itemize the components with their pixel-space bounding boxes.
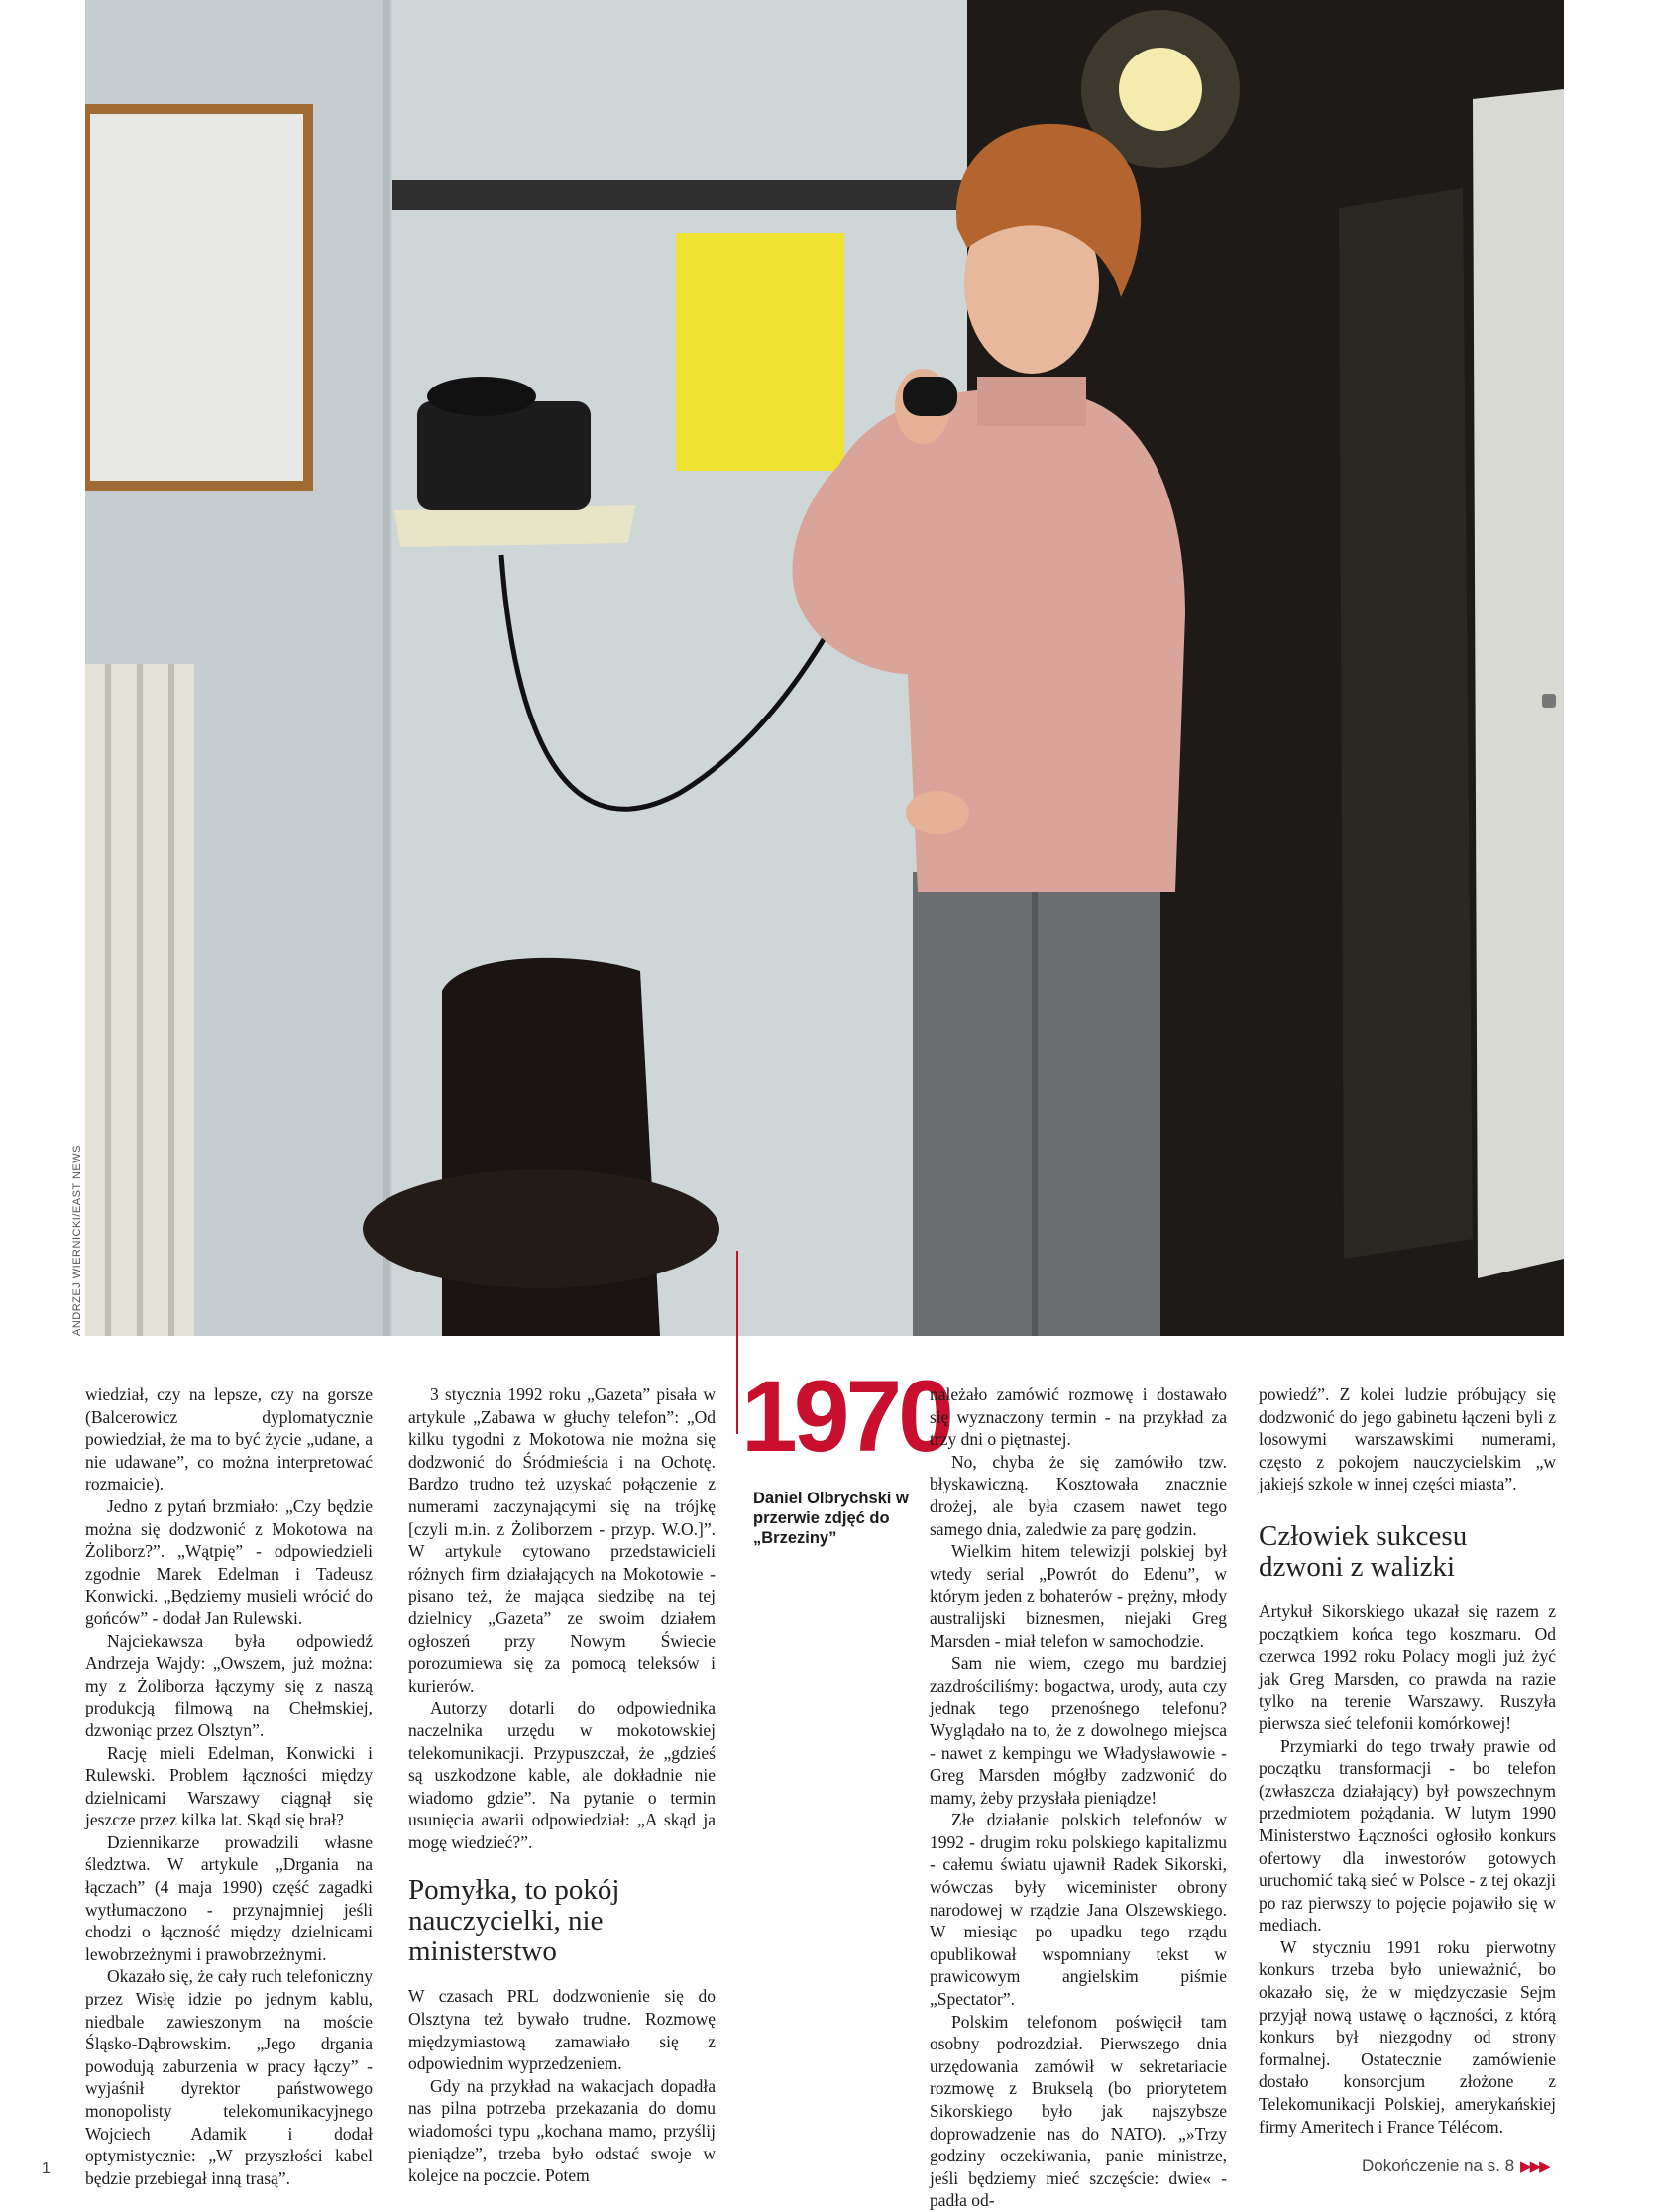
photo-caption: Daniel Olbrychski w przerwie zdjęć do „Brzeziny” bbox=[753, 1490, 909, 1547]
article-column-1 bbox=[85, 1383, 373, 2189]
paragraph: Gdy na przykład na wakacjach dopadła nas pilna potrzeba przekazania do domu wiadomości typu „kochana mamo, przyślij pieniądze”, trzeba było odstać swoje w kolejce na poczcie. Potem bbox=[408, 2075, 716, 2186]
arrow-right-icon: ▶▶▶ bbox=[1520, 2158, 1549, 2175]
paragraph: należało zamówić rozmowę i dostawało się wyznaczony termin - na przykład za trzy dni o piętnastej. bbox=[930, 1384, 1227, 1450]
photo-year: 1970 bbox=[741, 1360, 950, 1473]
section-heading: Pomyłka, to pokój nauczycielki, nie ministerstwo bbox=[408, 1874, 620, 1968]
paragraph: powiedź”. Z kolei ludzie próbujący się dodzwonić do jego gabinetu łączeni byli z losowymi warszawskimi numerami, często z pokojem nauczycielskim „w jakiejś szkole w innej części miasta”. bbox=[1259, 1384, 1556, 1494]
article-column-2 bbox=[408, 1383, 716, 2187]
paragraph: Polskim telefonom poświęcił tam osobny podrozdział. Pierwszego dnia urzędowania zamówił w sekretariacie rozmowę z Brukselą (bo priorytetem Sikorskiego było jak najszybsze doprowadzenie nas do NATO). „»Trzy godziny oczekiwania, panie ministrze, jeśli będziemy mieć szczęście: dwie« - padła od- bbox=[930, 2011, 1227, 2211]
paragraph: W czasach PRL dodzwonienie się do Olsztyna też bywało trudne. Rozmowę międzymiastową zamawiało się z odpowiednim wyprzedzeniem. bbox=[408, 1986, 716, 2074]
paragraph: Najciekawsza była odpowiedź Andrzeja Wajdy: „Owszem, już można: my z Żoliborza łączymy się z naszą produkcją filmową na Chełmskiej, dzwoniąc przez Olsztyn”. bbox=[85, 1630, 373, 1740]
paragraph: Wielkim hitem telewizji polskiej był wtedy serial „Powrót do Edenu”, w którym jeden z bohaterów - prężny, młody australijski biznesmen, niejaki Greg Marsden - miał telefon w samochodzie. bbox=[930, 1541, 1227, 1651]
main-photo bbox=[85, 0, 1564, 1336]
paragraph: wiedział, czy na lepsze, czy na gorsze (Balcerowicz dyplomatycznie powiedział, że ma to być życie „udane, a nie udawane”, co można interpretować rozmaicie). bbox=[85, 1384, 373, 1494]
paragraph: Złe działanie polskich telefonów w 1992 - drugim roku polskiego kapitalizmu - całemu światu ujawnił Radek Sikorski, wówczas były wiceminister obrony narodowej w rządzie Jana Olszewskiego. W miesiąc po upadku tego rządu opublikował wspomniany tekst w prawicowym angielskim piśmie „Spectator”. bbox=[930, 1810, 1227, 2010]
paragraph: Sam nie wiem, czego mu bardziej zazdrościliśmy: bogactwa, urody, auta czy jednak tego przenośnego telefonu? Wyglądało na to, że z dowolnego miejsca - nawet z kempingu we Władysławowie - Greg Marsden mógłby zadzwonić do mamy, żeby przysłała pieniądze! bbox=[930, 1653, 1227, 1808]
section-heading: Człowiek sukcesu dzwoni z walizki bbox=[1259, 1519, 1468, 1583]
page-number: 1 bbox=[42, 2160, 51, 2177]
paragraph: W styczniu 1991 roku pierwotny konkurs trzeba było unieważnić, bo okazało się, że w międzyczasie Sejm przyjął nową ustawę o łączności, z którą konkurs był niezgodny od strony formalnej. Ostatecznie zamówienie dostało konsorcjum złożone z Telekomunikacji Polskiej, amerykańskiej firmy Ameritech i France Télécom. bbox=[1259, 1936, 1556, 2137]
paragraph: No, chyba że się zamówiło tzw. błyskawiczną. Kosztowała znacznie drożej, ale była czasem nawet tego samego dnia, zaledwie za parę godzin. bbox=[930, 1451, 1227, 1539]
paragraph: Dziennikarze prowadzili własne śledztwa. W artykule „Drgania na łączach” (4 maja 1990) część zagadki wytłumaczono - przynajmniej jeśli chodzi o łączność między dzielnicami lewobrzeżnymi i prawobrzeżnymi. bbox=[85, 1831, 373, 1964]
paragraph: Przymiarki do tego trwały prawie od początku transformacji - bo telefon (zwłaszcza działający) był powszechnym przedmiotem pożądania. W lutym 1990 Ministerstwo Łączności ogłosiło konkurs ofertowy dla inwestorów gotowych uruchomić taką sieć w Polsce - z tej okazji po raz pierwszy to pojęcie pojawiło się w mediach. bbox=[1259, 1735, 1556, 1936]
paragraph: Okazało się, że cały ruch telefoniczny przez Wisłę idzie po jednym kablu, niedbale zawieszonym na moście Śląsko-Dąbrowskim. „Jego drgania powodują zaburzenia w pracy łączy” - wyjaśnił dyrektor państwowego monopolisty telekomunikacyjnego Wojciech Adamik i dodał optymistycznie: „W przyszłości kabel będzie przebiegał inną trasą”. bbox=[85, 1966, 373, 2188]
photo-credit: ANDRZEJ WIERNICKI/EAST NEWS bbox=[71, 1145, 83, 1336]
photo-illustration bbox=[85, 0, 1564, 1336]
caption-divider-line bbox=[736, 1251, 738, 1434]
continued-link[interactable] bbox=[1362, 2157, 1549, 2176]
paragraph: Artykuł Sikorskiego ukazał się razem z początkiem końca tego koszmaru. Od czerwca 1992 roku Polacy mogli już żyć jak Greg Marsden, co prawda na razie tylko na terenie Warszawy. Ruszyła pierwsza sieć telefonii komórkowej! bbox=[1259, 1601, 1556, 1733]
paragraph: Jedno z pytań brzmiało: „Czy będzie można się dodzwonić z Mokotowa na Żoliborz?”. „Wątpię” - odpowiedzieli zgodnie Marek Edelman i Tadeusz Konwicki. „Będziemy musieli wrócić do gońców” - dodał Jan Rulewski. bbox=[85, 1495, 373, 1628]
paragraph: Rację mieli Edelman, Konwicki i Rulewski. Problem łączności między dzielnicami Warszawy ciągnął się jeszcze przez kilka lat. Skąd się brał? bbox=[85, 1742, 373, 1830]
continued-label: Dokończenie na s. 8 bbox=[1362, 2157, 1515, 2175]
article-column-3 bbox=[930, 1383, 1227, 2212]
article-column-4 bbox=[1259, 1383, 1556, 2138]
paragraph: Autorzy dotarli do odpowiednika naczelnika urzędu w mokotowskiej telekomunikacji. Przypuszczał, że „gdzieś są uszkodzone kable, ale dokładnie nie wiadomo gdzie”. Na pytanie o termin usunięcia awarii odpowiedział: „A skąd ja mogę wiedzieć?”. bbox=[408, 1698, 716, 1852]
paragraph: 3 stycznia 1992 roku „Gazeta” pisała w artykule „Zabawa w głuchy telefon”: „Od kilku tygodni z Mokotowa nie można się dodzwonić do Śródmieścia i na Ochotę. Bardzo trudno też uzyskać połączenie z numerami zaczynającymi się na trójkę [czyli m.in. z Żoliborzem - przyp. W.O.]”. W artykule cytowano przedstawicieli różnych firm działających na Mokotowie - pisano też, że mająca siedzibę na tej dzielnicy „Gazeta” ze swoim działem ogłoszeń przy Nowym Świecie porozumiewa się za pomocą teleksów i kurierów. bbox=[408, 1384, 716, 1696]
